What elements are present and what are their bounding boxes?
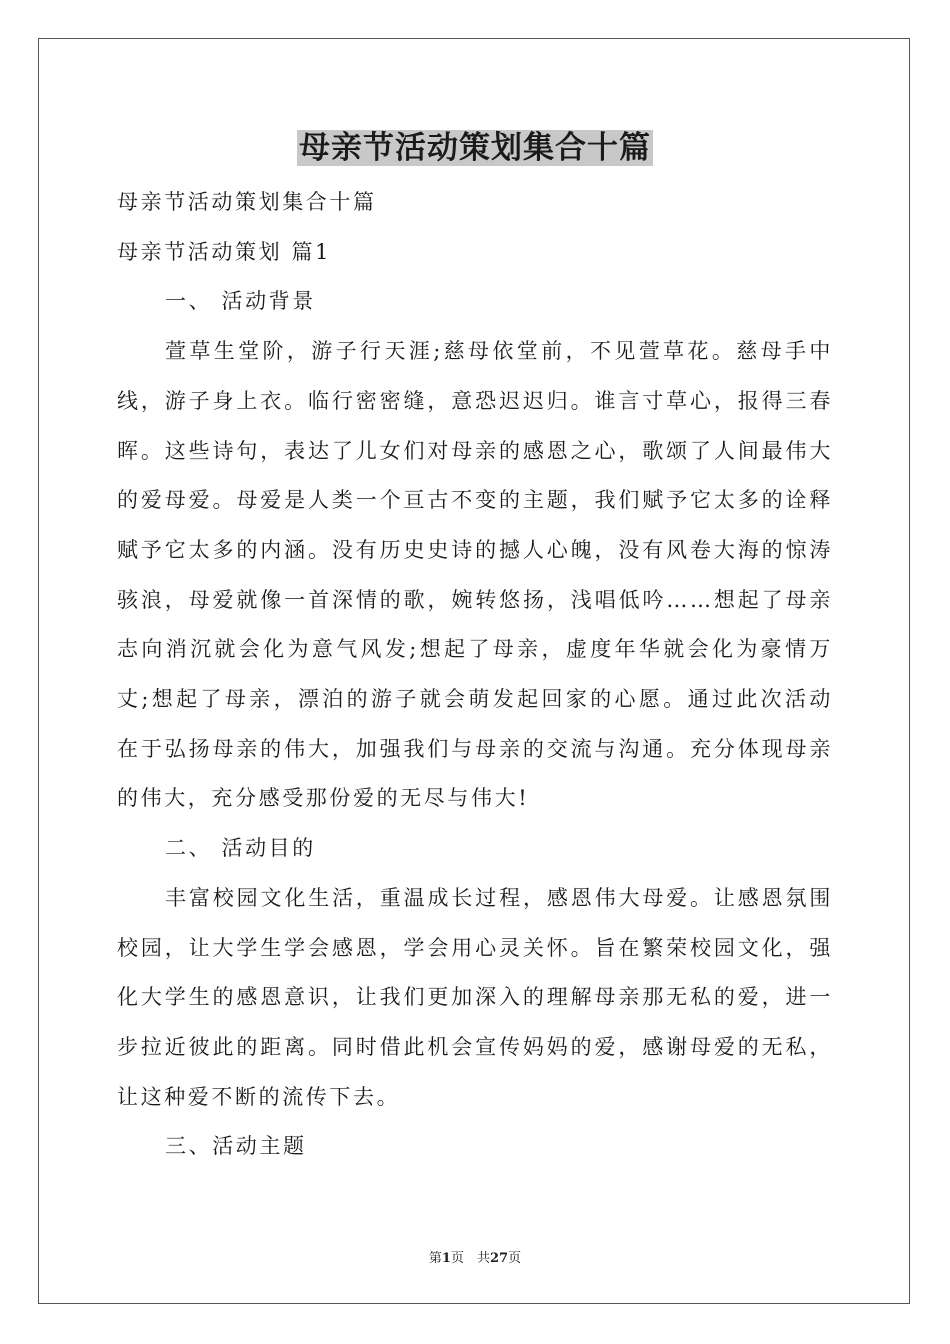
heading-purpose: 二、 活动目的 xyxy=(165,836,316,861)
page-footer xyxy=(0,1247,950,1266)
section-label: 母亲节活动策划 篇1 xyxy=(117,239,332,264)
heading-theme: 三、活动主题 xyxy=(165,1134,307,1159)
footer-current-page: 1 xyxy=(441,1251,451,1266)
paragraph-purpose: 丰富校园文化生活，重温成长过程，感恩伟大母爱。让感恩氛围校园，让大学生学会感恩，学会用心灵关怀。旨在繁荣校园文化，强化大学生的感恩意识，让我们更加深入的理解母亲那无私的爱，进一步拉近彼此的距离。同时借此机会宣传妈妈的爱，感谢母爱的无私，让这种爱不断的流传下去。 xyxy=(117,885,833,1109)
document-body xyxy=(117,178,833,1172)
footer-total-pages: 27 xyxy=(489,1251,509,1266)
heading-background: 一、 活动背景 xyxy=(165,289,316,314)
footer-suffix: 页 xyxy=(508,1251,522,1266)
paragraph-background: 萱草生堂阶，游子行天涯;慈母依堂前，不见萱草花。慈母手中线，游子身上衣。临行密密缝，意恐迟迟归。谁言寸草心，报得三春晖。这些诗句，表达了儿女们对母亲的感恩之心，歌颂了人间最伟大的爱母爱。母爱是人类一个亘古不变的主题，我们赋予它太多的诠释赋予它太多的内涵。没有历史史诗的撼人心魄，没有风卷大海的惊涛骇浪，母爱就像一首深情的歌，婉转悠扬，浅唱低吟……想起了母亲志向消沉就会化为意气风发;想起了母亲，虚度年华就会化为豪情万丈;想起了母亲，漂泊的游子就会萌发起回家的心愿。通过此次活动在于弘扬母亲的伟大，加强我们与母亲的交流与沟通。充分体现母亲的伟大，充分感受那份爱的无尽与伟大! xyxy=(117,339,833,811)
footer-prefix: 第 xyxy=(428,1251,442,1266)
document-subtitle: 母亲节活动策划集合十篇 xyxy=(117,190,377,214)
document-title xyxy=(0,126,950,170)
document-title-text: 母亲节活动策划集合十篇 xyxy=(299,130,651,166)
footer-mid: 页 共 xyxy=(450,1251,490,1266)
